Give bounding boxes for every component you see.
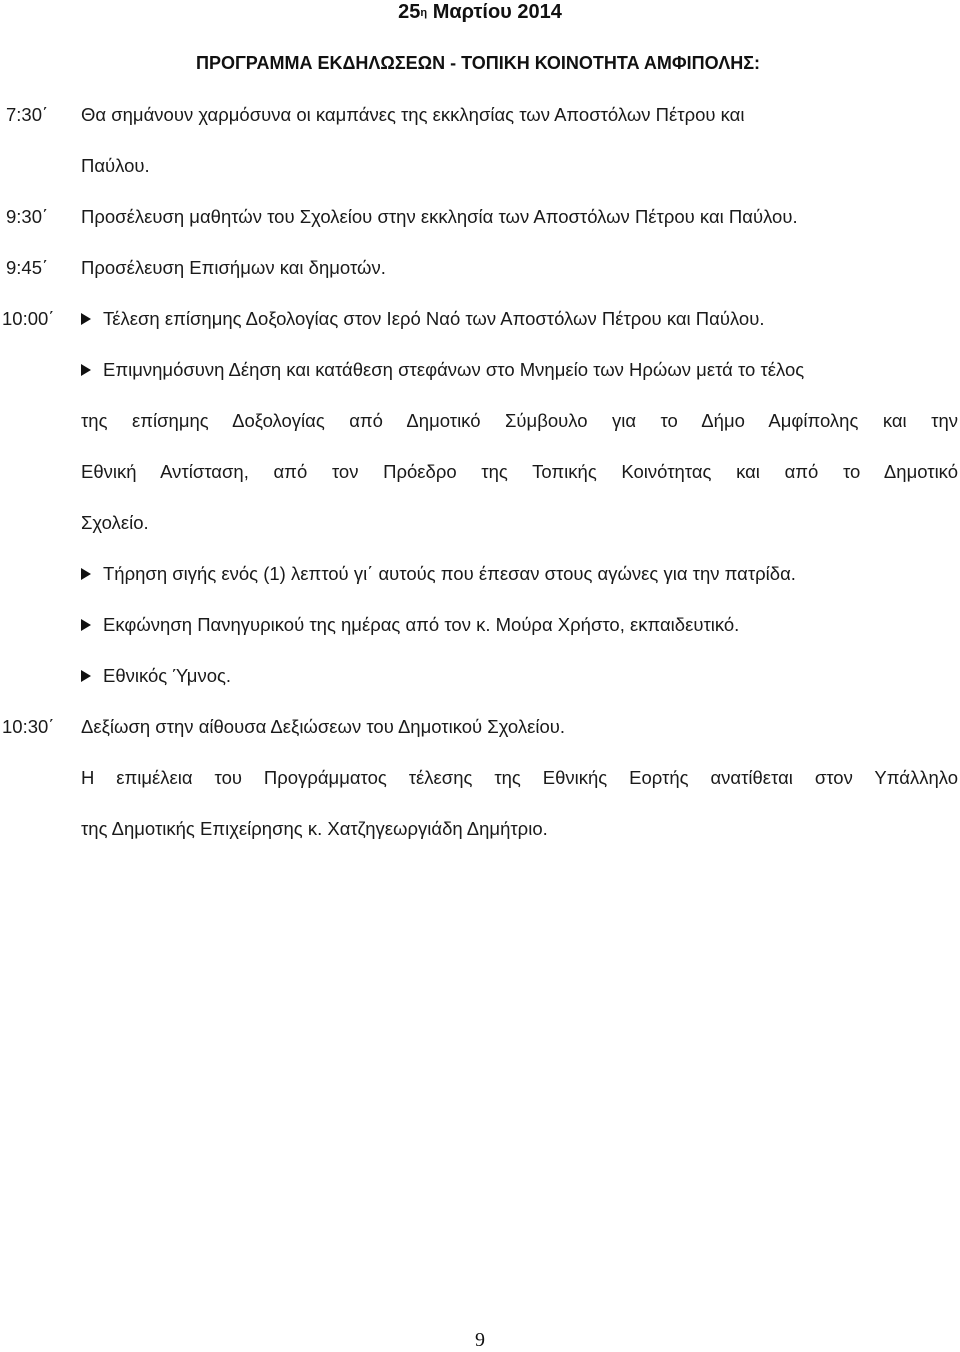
time-label: 10:00΄ xyxy=(2,308,55,329)
bullet-item xyxy=(81,307,958,331)
bullet-text-line: Σχολείο. xyxy=(81,512,149,533)
bullet-text: Τήρηση σιγής ενός (1) λεπτού γι΄ αυτούς που έπεσαν στους αγώνες για την πατρίδα. xyxy=(103,563,796,584)
entry-text-line: Προσέλευση Επισήμων και δημοτών. xyxy=(81,257,386,278)
bullet-item xyxy=(81,358,958,382)
entry-text-line: Παύλου. xyxy=(81,155,150,176)
bullet-item xyxy=(81,664,958,688)
time-label: 9:30΄ xyxy=(6,206,49,227)
entry-text-line: Θα σημάνουν χαρμόσυνα οι καμπάνες της εκκλησίας των Αποστόλων Πέτρου και xyxy=(81,104,745,125)
bullet-text-line: Εθνική Αντίσταση, από τον Πρόεδρο της Τοπικής Κοινότητας και από το Δημοτικό xyxy=(81,461,958,482)
time-label: 10:30΄ xyxy=(2,716,55,737)
entry-text-line: Δεξίωση στην αίθουσα Δεξιώσεων του Δημοτικού Σχολείου. xyxy=(81,716,565,737)
note-text-line: Η επιμέλεια του Προγράμματος τέλεσης της Εθνικής Εορτής ανατίθεται στον Υπάλληλο xyxy=(81,767,958,788)
bullet-item xyxy=(81,613,958,637)
bullet-text: Επιμνημόσυνη Δέηση και κατάθεση στεφάνων στο Μνημείο των Ηρώων μετά το τέλος xyxy=(103,359,805,380)
bullet-arrow-icon xyxy=(81,364,91,376)
bullet-arrow-icon xyxy=(81,313,91,325)
bullet-text-line: της επίσημης Δοξολογίας από Δημοτικό Σύμβουλο για το Δήμο Αμφίπολης και την xyxy=(81,410,958,431)
entry-text-line: Προσέλευση μαθητών του Σχολείου στην εκκλησία των Αποστόλων Πέτρου και Παύλου. xyxy=(81,206,798,227)
date-rest: Μαρτίου 2014 xyxy=(432,1,562,23)
time-label: 7:30΄ xyxy=(6,104,49,125)
bullet-item xyxy=(81,562,958,586)
bullet-arrow-icon xyxy=(81,568,91,580)
bullet-text: Εθνικός Ύμνος. xyxy=(103,665,232,686)
bullet-text: Τέλεση επίσημης Δοξολογίας στον Ιερό Ναό των Αποστόλων Πέτρου και Παύλου. xyxy=(103,308,765,329)
program-title: ΠΡΟΓΡΑΜΜΑ ΕΚΔΗΛΩΣΕΩΝ - ΤΟΠΙΚΗ ΚΟΙΝΟΤΗΤΑ ΑΜΦΙΠΟΛΗΣ: xyxy=(195,53,760,73)
page-number: 9 xyxy=(475,1329,485,1351)
note-text-line: της Δημοτικής Επιχείρησης κ. Χατζηγεωργιάδη Δημήτριο. xyxy=(81,818,548,839)
bullet-arrow-icon xyxy=(81,670,91,682)
time-label: 9:45΄ xyxy=(6,257,49,278)
date-day: 25 xyxy=(398,1,421,23)
date-suffix: η xyxy=(420,7,428,19)
bullet-arrow-icon xyxy=(81,619,91,631)
bullet-text: Εκφώνηση Πανηγυρικού της ημέρας από τον κ. Μούρα Χρήστο, εκπαιδευτικό. xyxy=(103,614,740,635)
date-heading xyxy=(0,0,960,24)
